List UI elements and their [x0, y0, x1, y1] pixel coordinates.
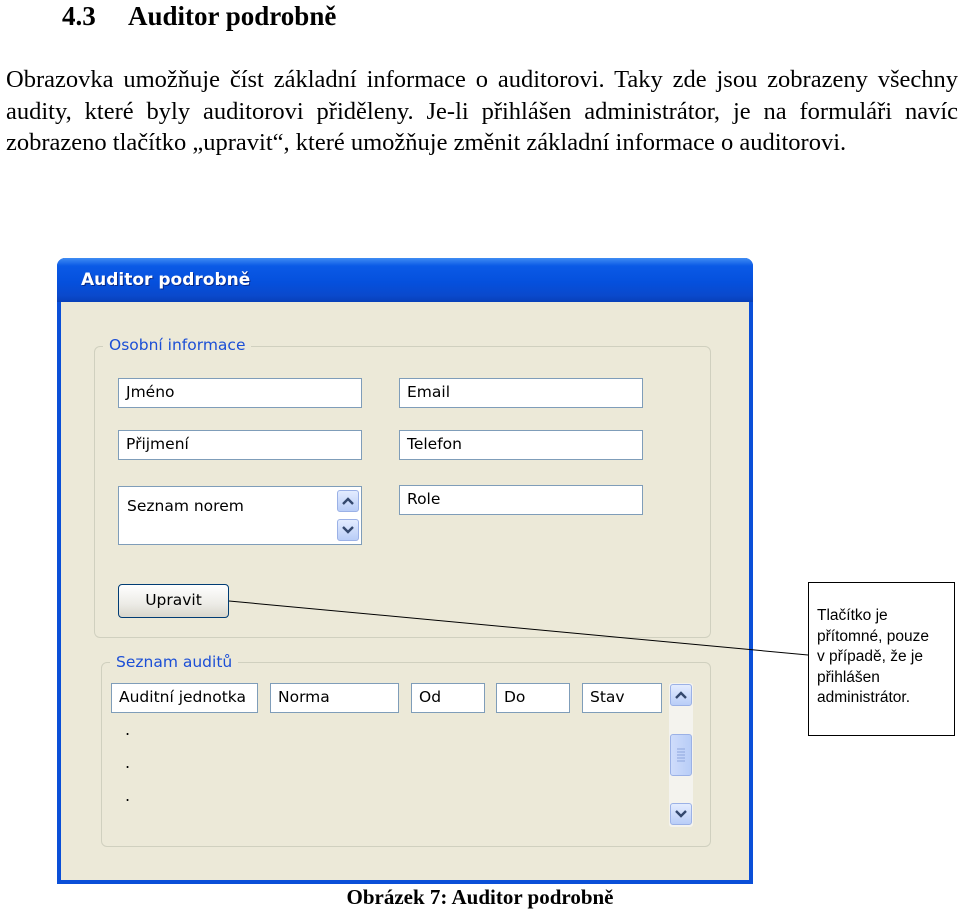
- callout-line: přítomné, pouze: [817, 627, 930, 645]
- figure-caption: Obrázek 7: Auditor podrobně: [346, 885, 614, 909]
- callout-line: přihlášen: [817, 668, 880, 686]
- email-field[interactable]: Email: [399, 378, 643, 408]
- window-title: Auditor podrobně: [81, 270, 251, 290]
- section-title: Auditor podrobně: [128, 1, 337, 31]
- section-number: 4.3: [62, 1, 96, 31]
- audit-column-header[interactable]: Norma: [270, 683, 399, 713]
- seznam-norem-label: Seznam norem: [127, 497, 244, 515]
- callout-line: v případě, že je: [817, 648, 923, 665]
- list-item: .: [125, 753, 131, 772]
- callout-line: Tlačítko je: [817, 607, 888, 624]
- callout-line: administrátor.: [817, 689, 911, 706]
- personal-info-legend: Osobní informace: [103, 336, 251, 354]
- audit-column-header[interactable]: Do: [496, 683, 570, 713]
- audit-column-header[interactable]: Od: [411, 683, 485, 713]
- audits-legend: Seznam auditů: [110, 653, 238, 671]
- audit-column-header[interactable]: Stav: [582, 683, 662, 713]
- callout-box: [808, 582, 955, 736]
- section-paragraph: Obrazovka umožňuje číst základní informace o auditorovi. Taky zde jsou zobrazeny všechny audity, které byly auditorovi přiděleny. Je-li přihlášen administrátor, je na formuláři navíc zobrazeno tlačítko „upravit“, které umožňuje změnit základní informace o auditorovi.: [6, 66, 958, 156]
- list-item: .: [125, 786, 131, 805]
- jmeno-field[interactable]: Jméno: [118, 378, 362, 408]
- prijmeni-field[interactable]: Přijmení: [118, 430, 362, 460]
- audit-column-header[interactable]: Auditní jednotka: [111, 683, 258, 713]
- list-item: .: [125, 720, 131, 739]
- upravit-button[interactable]: Upravit: [118, 584, 229, 618]
- telefon-field[interactable]: Telefon: [399, 430, 643, 460]
- role-field[interactable]: Role: [399, 485, 643, 515]
